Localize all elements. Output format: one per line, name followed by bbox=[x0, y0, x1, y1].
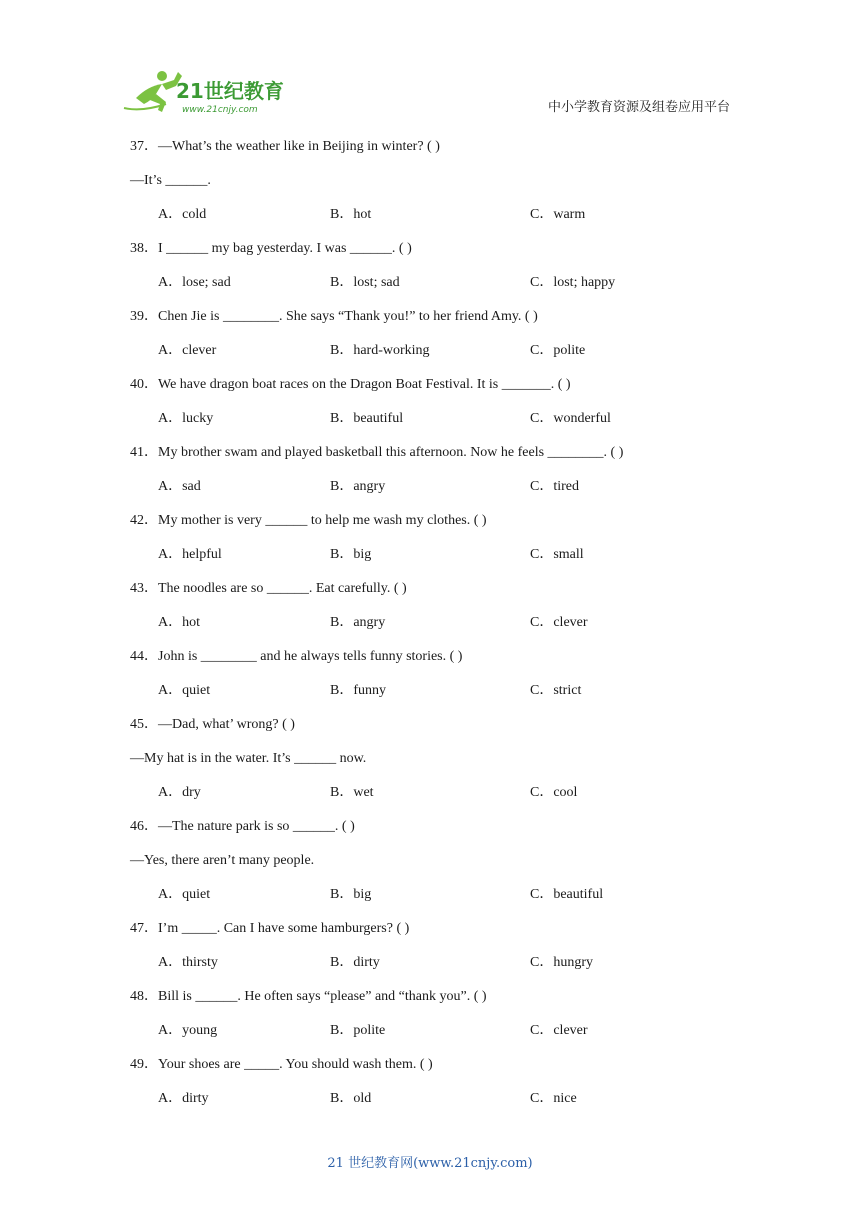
options-row bbox=[130, 402, 750, 436]
option-a: A．young bbox=[158, 1023, 218, 1038]
svg-text:21世纪教育: 21世纪教育 bbox=[176, 79, 284, 103]
option-a: A．cold bbox=[158, 207, 207, 222]
question-stem: 42．My mother is very ______ to help me wash my clothes. ( ) bbox=[130, 513, 487, 528]
option-c: C．small bbox=[530, 547, 584, 562]
question-stem: 44．John is ________ and he always tells funny stories. ( ) bbox=[130, 649, 463, 664]
option-c: C．clever bbox=[530, 615, 588, 630]
question-49 bbox=[130, 1048, 750, 1116]
option-c: C．clever bbox=[530, 1023, 588, 1038]
option-b: B．polite bbox=[330, 1023, 386, 1038]
option-c: C．warm bbox=[530, 207, 586, 222]
options-row bbox=[130, 946, 750, 980]
question-stem: 37．—What’s the weather like in Beijing in winter? ( ) bbox=[130, 139, 440, 154]
question-48 bbox=[130, 980, 750, 1048]
question-stem: 48．Bill is ______. He often says “please” and “thank you”. ( ) bbox=[130, 989, 487, 1004]
question-stem: 38．I ______ my bag yesterday. I was ______. ( ) bbox=[130, 241, 412, 256]
option-b: B．big bbox=[330, 547, 372, 562]
question-37 bbox=[130, 130, 750, 232]
question-47 bbox=[130, 912, 750, 980]
question-44 bbox=[130, 640, 750, 708]
question-extra-line: —Yes, there aren’t many people. bbox=[130, 853, 315, 868]
runner-icon bbox=[124, 71, 182, 112]
option-c: C．tired bbox=[530, 479, 579, 494]
question-46 bbox=[130, 810, 750, 912]
option-c: C．nice bbox=[530, 1091, 577, 1106]
page-header bbox=[0, 0, 860, 130]
option-b: B．lost; sad bbox=[330, 275, 400, 290]
question-extra-line: —It’s ______. bbox=[130, 173, 211, 188]
option-b: B．hard-working bbox=[330, 343, 430, 358]
question-stem: 46．—The nature park is so ______. ( ) bbox=[130, 819, 355, 834]
question-stem: 39．Chen Jie is ________. She says “Thank you!” to her friend Amy. ( ) bbox=[130, 309, 538, 324]
question-stem: 40．We have dragon boat races on the Dragon Boat Festival. It is _______. ( ) bbox=[130, 377, 571, 392]
options-row bbox=[130, 470, 750, 504]
option-b: B．angry bbox=[330, 479, 386, 494]
option-a: A．sad bbox=[158, 479, 201, 494]
header-platform-text: 中小学教育资源及组卷应用平台 bbox=[547, 100, 730, 115]
option-a: A．quiet bbox=[158, 887, 211, 902]
options-row bbox=[130, 198, 750, 232]
options-row bbox=[130, 266, 750, 300]
question-45 bbox=[130, 708, 750, 810]
option-a: A．dry bbox=[158, 785, 201, 800]
option-a: A．helpful bbox=[158, 547, 222, 562]
question-stem: 47．I’m _____. Can I have some hamburgers? ( ) bbox=[130, 921, 410, 936]
options-row bbox=[130, 1014, 750, 1048]
question-extra-line: —My hat is in the water. It’s ______ now. bbox=[130, 751, 367, 766]
options-row bbox=[130, 776, 750, 810]
options-row bbox=[130, 1082, 750, 1116]
option-a: A．lose; sad bbox=[158, 275, 231, 290]
options-row bbox=[130, 334, 750, 368]
option-a: A．hot bbox=[158, 615, 200, 630]
option-b: B．dirty bbox=[330, 955, 380, 970]
question-40 bbox=[130, 368, 750, 436]
question-stem: 43．The noodles are so ______. Eat carefully. ( ) bbox=[130, 581, 407, 596]
page-footer: 21 世纪教育网(www.21cnjy.com) bbox=[327, 1156, 533, 1171]
question-list bbox=[130, 130, 750, 1116]
options-row bbox=[130, 878, 750, 912]
option-c: C．hungry bbox=[530, 955, 593, 970]
option-c: C．polite bbox=[530, 343, 586, 358]
option-c: C．lost; happy bbox=[530, 275, 616, 290]
option-a: A．quiet bbox=[158, 683, 211, 698]
site-logo bbox=[122, 68, 292, 116]
question-41 bbox=[130, 436, 750, 504]
option-b: B．hot bbox=[330, 207, 372, 222]
options-row bbox=[130, 538, 750, 572]
option-c: C．strict bbox=[530, 683, 582, 698]
option-b: B．big bbox=[330, 887, 372, 902]
option-a: A．thirsty bbox=[158, 955, 218, 970]
option-b: B．beautiful bbox=[330, 411, 404, 426]
option-b: B．wet bbox=[330, 785, 374, 800]
option-b: B．old bbox=[330, 1091, 372, 1106]
option-a: A．dirty bbox=[158, 1091, 209, 1106]
question-42 bbox=[130, 504, 750, 572]
svg-text:www.21cnjy.com: www.21cnjy.com bbox=[182, 105, 258, 115]
option-c: C．wonderful bbox=[530, 411, 611, 426]
option-a: A．lucky bbox=[158, 411, 214, 426]
option-c: C．beautiful bbox=[530, 887, 604, 902]
question-39 bbox=[130, 300, 750, 368]
question-stem: 49．Your shoes are _____. You should wash them. ( ) bbox=[130, 1057, 433, 1072]
question-43 bbox=[130, 572, 750, 640]
option-b: B．funny bbox=[330, 683, 386, 698]
option-a: A．clever bbox=[158, 343, 217, 358]
option-b: B．angry bbox=[330, 615, 386, 630]
question-38 bbox=[130, 232, 750, 300]
option-c: C．cool bbox=[530, 785, 578, 800]
options-row bbox=[130, 606, 750, 640]
question-stem: 45．—Dad, what’ wrong? ( ) bbox=[130, 717, 295, 732]
question-stem: 41．My brother swam and played basketball this afternoon. Now he feels ________. ( ) bbox=[130, 445, 624, 460]
options-row bbox=[130, 674, 750, 708]
